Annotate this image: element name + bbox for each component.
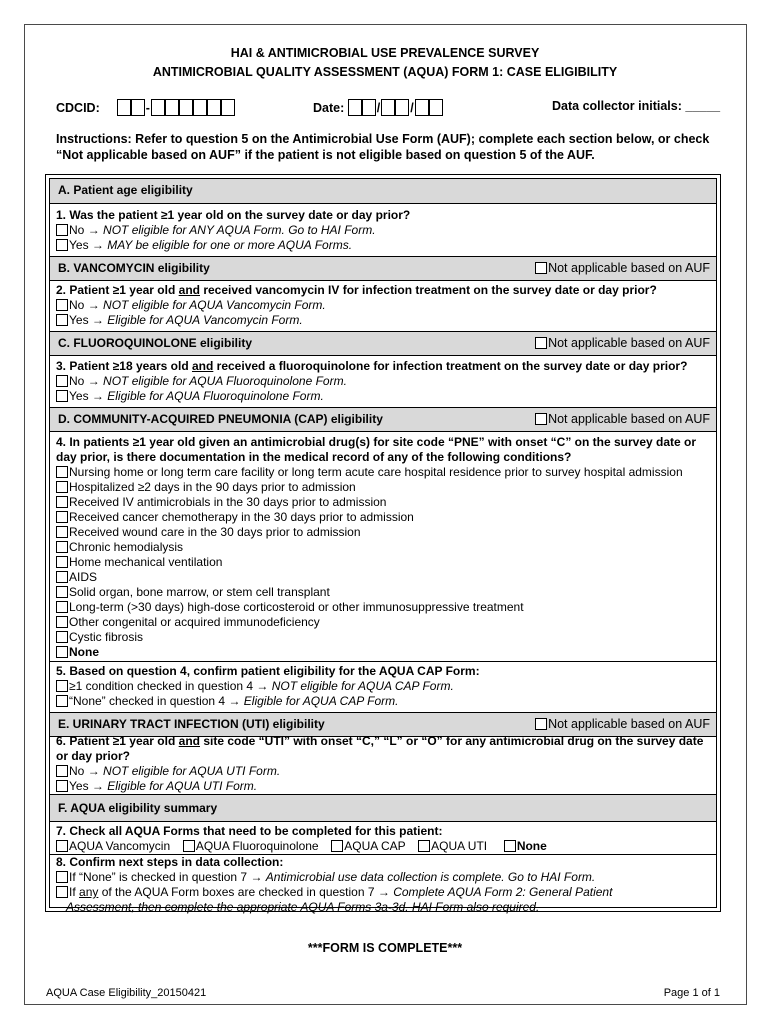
q3-text: 3. Patient ≥18 years old [56,359,192,373]
date-row [313,99,443,116]
section-b-title: B. VANCOMYCIN eligibility [58,261,210,275]
arrow-icon: → [87,223,100,237]
q3-yes-label: Yes [69,389,89,403]
q3-yes-text: Eligible for AQUA Fluoroquinolone Form. [107,389,324,403]
instructions: Instructions: Refer to question 5 on the Antimicrobial Use Form (AUF); complete each section below, or check “Not applicable based on AUF” if the patient is not eligible based on question 5 of the AUF. [56,132,710,162]
condition-item[interactable] [56,480,356,495]
arrow-icon: → [91,238,104,252]
cdcid-box[interactable] [193,99,207,116]
condition-label: Home mechanical ventilation [69,555,223,569]
section-d-header [50,407,716,432]
arrow-icon: → [91,313,104,327]
question-6 [56,734,710,764]
arrow-icon: → [228,694,241,708]
survey-title: HAI & ANTIMICROBIAL USE PREVALENCE SURVEY [230,46,540,60]
question-3 [56,359,710,374]
q2-yes-option[interactable] [56,313,303,328]
eligibility-form [45,174,721,912]
condition-item[interactable] [56,600,524,615]
q1-yes-checkbox[interactable] [56,239,68,251]
form-inner [49,178,717,914]
q7-cap-checkbox[interactable] [331,840,343,852]
section-d-title: D. COMMUNITY-ACQUIRED PNEUMONIA (CAP) eligibility [58,412,383,426]
q1-no-label: No [69,223,85,237]
condition-checkbox[interactable] [56,511,68,523]
q6-no-text: NOT eligible for AQUA UTI Form. [103,764,281,778]
condition-label: Received wound care in the 30 days prior to admission [69,525,361,539]
section-c-header [50,331,716,356]
q7-form-vancomycin[interactable] [56,839,170,853]
cdcid-box[interactable] [151,99,165,116]
arrow-icon: → [250,870,263,884]
q2-text: 2. Patient ≥1 year old [56,283,179,297]
na-label: Not applicable based on AUF [548,717,710,731]
q8-step-2-checkbox[interactable] [56,886,68,898]
q6-yes-label: Yes [69,779,89,793]
date-slash: / [410,101,414,115]
q7-cap-label: AQUA CAP [344,839,406,853]
q1-yes-option[interactable] [56,238,352,253]
condition-label: Solid organ, bone marrow, or stem cell transplant [69,585,330,599]
q7-uti-checkbox[interactable] [418,840,430,852]
q5-option-2-checkbox[interactable] [56,695,68,707]
condition-label: Other congenital or acquired immunodeficiency [69,615,320,629]
q5-option-1[interactable] [56,679,454,694]
q6-yes-option[interactable] [56,779,257,794]
q3-and: and [191,359,214,373]
arrow-icon: → [256,679,269,693]
q1-no-text: NOT eligible for ANY AQUA Form. Go to HAI Form. [103,223,376,237]
q5-option-1-checkbox[interactable] [56,680,68,692]
condition-item[interactable] [56,495,386,510]
condition-checkbox[interactable] [56,631,68,643]
q7-forms-row [56,839,547,854]
condition-checkbox[interactable] [56,496,68,508]
q8-step-1-text: Antimicrobial use data collection is complete. Go to HAI Form. [265,870,596,884]
condition-item[interactable] [56,465,683,480]
cdcid-box[interactable] [207,99,221,116]
condition-item[interactable] [56,510,414,525]
q8-step-1-label: If “None” is checked in question 7 [69,870,248,884]
q2-no-text: NOT eligible for AQUA Vancomycin Form. [103,298,326,312]
condition-label: Long-term (>30 days) high-dose corticosteroid or other immunosuppressive treatment [69,600,524,614]
cdcid-row [56,99,235,116]
question-2 [56,283,710,298]
condition-item[interactable] [56,630,143,645]
q7-form-fluoroquinolone[interactable] [183,839,319,853]
q6-no-label: No [69,764,85,778]
q6-yes-checkbox[interactable] [56,780,68,792]
section-b-header [50,256,716,281]
q7-form-none[interactable] [504,839,547,853]
section-e-na[interactable] [535,713,710,736]
section-a-title: A. Patient age eligibility [58,183,193,197]
q5-option-2[interactable] [56,694,399,709]
section-b-na[interactable] [535,257,710,280]
q6-yes-text: Eligible for AQUA UTI Form. [107,779,258,793]
collector-initials[interactable]: Data collector initials: _____ [552,99,721,113]
q7-form-uti[interactable] [418,839,487,853]
question-8: 8. Confirm next steps in data collection: [56,855,284,869]
cdcid-dash: - [145,101,150,115]
q5-option-2-label: “None” checked in question 4 [69,694,226,708]
q2-and: and [178,283,200,297]
date-label: Date: [313,101,345,115]
cdcid-box[interactable] [221,99,235,116]
condition-label: Nursing home or long term care facility or long term acute care hospital residence prior to survey hospital admission [69,465,683,479]
q5-option-2-text: Eligible for AQUA CAP Form. [243,694,399,708]
date-box[interactable] [429,99,443,116]
condition-checkbox[interactable] [56,586,68,598]
q6-and: and [178,734,200,748]
condition-label: Cystic fibrosis [69,630,144,644]
q3-text-cont: received a fluoroquinolone for infection treatment on the survey date or day prior? [213,359,688,373]
condition-checkbox[interactable] [56,481,68,493]
date-slash: / [376,101,381,115]
footer-page-number: Page 1 of 1 [663,987,720,999]
date-box[interactable] [381,99,395,116]
condition-item[interactable] [56,540,183,555]
q5-option-1-label: ≥1 condition checked in question 4 [69,679,254,693]
condition-checkbox[interactable] [56,556,68,568]
q6-no-option[interactable] [56,764,280,779]
q7-form-cap[interactable] [331,839,405,853]
cdcid-box[interactable] [117,99,131,116]
q8-step-2-text: Complete AQUA Form 2: General Patient [393,885,613,899]
question-7: 7. Check all AQUA Forms that need to be completed for this patient: [56,824,443,838]
date-box[interactable] [348,99,362,116]
section-e-na-checkbox[interactable] [535,718,547,730]
question-4: 4. In patients ≥1 year old given an antimicrobial drug(s) for site code “PNE” with onset “C” on the survey date or day prior, is there documentation in the medical record of any of the following conditions? [56,435,697,464]
q8-step-2-label-cont: of the AQUA Form boxes are checked in question 7 [98,885,375,899]
q1-yes-label: Yes [69,238,89,252]
date-box[interactable] [362,99,376,116]
q8-step-2-any: any [79,885,99,899]
arrow-icon: → [91,779,104,793]
na-label: Not applicable based on AUF [548,261,710,275]
condition-none[interactable] [56,645,99,660]
q1-yes-text: MAY be eligible for one or more AQUA Forms. [107,238,353,252]
condition-checkbox[interactable] [56,526,68,538]
q1-no-checkbox[interactable] [56,224,68,236]
q8-step-2-label: If [69,885,80,899]
na-label: Not applicable based on AUF [548,336,710,350]
q5-option-1-text: NOT eligible for AQUA CAP Form. [271,679,454,693]
question-5: 5. Based on question 4, confirm patient eligibility for the AQUA CAP Form: [56,664,480,678]
condition-checkbox[interactable] [56,571,68,583]
q6-text-cont: site code “UTI” with onset “C,” “L” or “O” for any antimicrobial drug on the survey date or day prior? [56,734,704,763]
q6-no-checkbox[interactable] [56,765,68,777]
q7-none-checkbox[interactable] [504,840,516,852]
q2-yes-text: Eligible for AQUA Vancomycin Form. [107,313,303,327]
q2-yes-label: Yes [69,313,89,327]
question-1: 1. Was the patient ≥1 year old on the survey date or day prior? [56,208,411,222]
q8-step-1[interactable] [56,870,595,885]
q3-yes-option[interactable] [56,389,324,404]
section-c-na-checkbox[interactable] [535,337,547,349]
condition-none-checkbox[interactable] [56,646,68,658]
condition-item[interactable] [56,555,222,570]
condition-item[interactable] [56,585,330,600]
footer-doc-id: AQUA Case Eligibility_20150421 [46,987,207,999]
q8-step-2[interactable] [56,885,612,900]
date-box[interactable] [395,99,409,116]
q3-no-checkbox[interactable] [56,375,68,387]
q3-no-option[interactable] [56,374,347,389]
condition-label: Chronic hemodialysis [69,540,184,554]
form-title: ANTIMICROBIAL QUALITY ASSESSMENT (AQUA) FORM 1: CASE ELIGIBILITY [152,65,618,79]
section-d-na[interactable] [535,408,710,431]
q3-no-label: No [69,374,85,388]
q6-text: 6. Patient ≥1 year old [56,734,179,748]
q8-step-2-continuation: Assessment, then complete the appropriate AQUA Forms 3a-3d. HAI Form also required. [66,900,540,914]
section-b-na-checkbox[interactable] [535,262,547,274]
condition-label: AIDS [69,570,98,584]
form-complete: ***FORM IS COMPLETE*** [307,941,463,955]
cdcid-box[interactable] [165,99,179,116]
condition-checkbox[interactable] [56,466,68,478]
q7-uti-label: AQUA UTI [431,839,488,853]
q1-no-option[interactable] [56,223,376,238]
condition-item[interactable] [56,525,361,540]
q7-vancomycin-label: AQUA Vancomycin [69,839,171,853]
q3-yes-checkbox[interactable] [56,390,68,402]
condition-item[interactable] [56,570,97,585]
divider [50,661,716,662]
q2-no-checkbox[interactable] [56,299,68,311]
q3-no-text: NOT eligible for AQUA Fluoroquinolone Form. [103,374,347,388]
section-c-na[interactable] [535,332,710,355]
condition-item[interactable] [56,615,320,630]
q7-vancomycin-checkbox[interactable] [56,840,68,852]
section-c-title: C. FLUOROQUINOLONE eligibility [58,336,253,350]
condition-label: Received IV antimicrobials in the 30 days prior to admission [69,495,387,509]
q7-fluoroquinolone-checkbox[interactable] [183,840,195,852]
q2-yes-checkbox[interactable] [56,314,68,326]
arrow-icon: → [91,389,104,403]
section-f-title: F. AQUA eligibility summary [58,801,218,815]
condition-checkbox[interactable] [56,541,68,553]
section-e-title: E. URINARY TRACT INFECTION (UTI) eligibility [58,717,325,731]
arrow-icon: → [87,764,100,778]
arrow-icon: → [87,374,100,388]
arrow-icon: → [87,298,100,312]
q7-fluoroquinolone-label: AQUA Fluoroquinolone [195,839,319,853]
cdcid-label: CDCID: [56,101,100,115]
q2-text-cont: received vancomycin IV for infection treatment on the survey date or day prior? [199,283,657,297]
condition-none-label: None [69,645,99,659]
q2-no-label: No [69,298,85,312]
date-box[interactable] [415,99,429,116]
section-f-header [50,794,716,822]
section-a-header [50,179,716,204]
q8-step-1-checkbox[interactable] [56,871,68,883]
q2-no-option[interactable] [56,298,326,313]
condition-label: Received cancer chemotherapy in the 30 days prior to admission [69,510,414,524]
condition-checkbox[interactable] [56,616,68,628]
condition-checkbox[interactable] [56,601,68,613]
arrow-icon: → [377,885,390,899]
section-d-na-checkbox[interactable] [535,413,547,425]
cdcid-box[interactable] [131,99,145,116]
q7-none-label: None [516,839,547,853]
na-label: Not applicable based on AUF [548,412,710,426]
cdcid-box[interactable] [179,99,193,116]
condition-label: Hospitalized ≥2 days in the 90 days prior to admission [69,480,356,494]
